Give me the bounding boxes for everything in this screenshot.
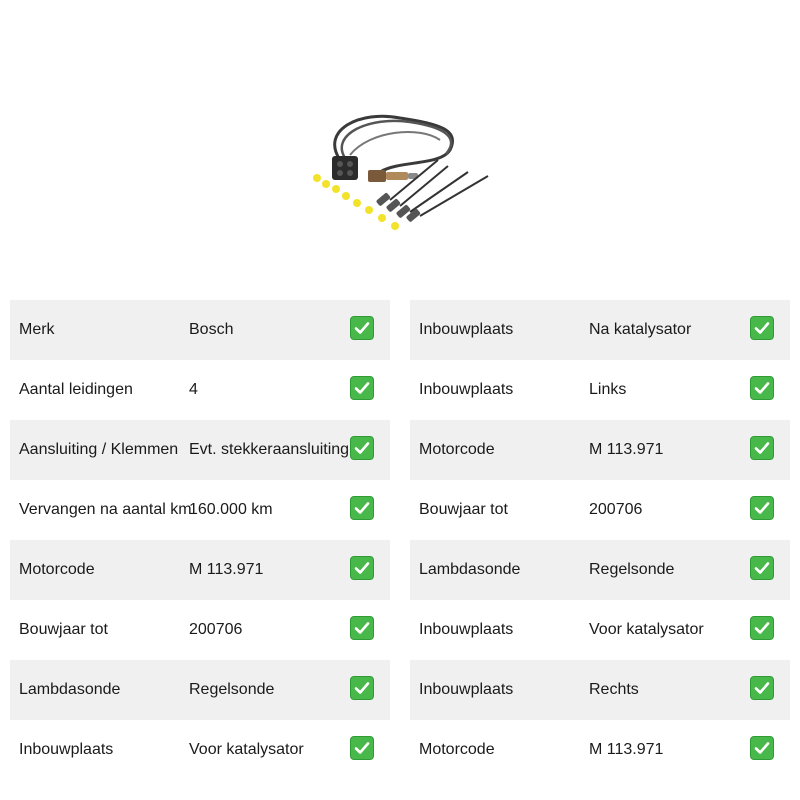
spec-label: Motorcode [419,441,495,458]
spec-value: M 113.971 [189,561,264,578]
check-mark-icon [750,676,774,700]
check-mark-icon [350,436,374,460]
spec-label: Inbouwplaats [419,321,514,338]
spec-row [410,420,790,480]
spec-row [10,300,390,360]
spec-label: Motorcode [19,561,95,578]
spec-value: M 113.971 [589,441,664,458]
spec-row [410,660,790,720]
check-mark-icon [750,316,774,340]
spec-label: Bouwjaar tot [19,621,108,638]
spec-value: 200706 [589,501,643,518]
check-mark-icon [750,556,774,580]
spec-value: Na katalysator [589,321,692,338]
spec-row [410,600,790,660]
spec-label: Motorcode [419,741,495,758]
spec-label: Aantal leidingen [19,381,133,398]
spec-row [410,720,790,780]
check-mark-icon [350,376,374,400]
spec-row [410,480,790,540]
spec-label: Merk [19,321,55,338]
product-image [300,100,500,240]
spec-row [10,660,390,720]
spec-label: Inbouwplaats [19,741,114,758]
check-mark-icon [350,556,374,580]
spec-value: Voor katalysator [589,621,704,638]
check-mark-icon [350,676,374,700]
spec-label: Lambdasonde [19,681,121,698]
spec-value: Evt. stekkeraansluiting [189,441,350,458]
spec-label: Inbouwplaats [419,681,514,698]
spec-row [10,420,390,480]
check-mark-icon [350,736,374,760]
spec-row [10,360,390,420]
spec-value: Rechts [589,681,639,698]
check-mark-icon [750,616,774,640]
spec-value: Links [589,381,627,398]
spec-row [10,600,390,660]
spec-value: Regelsonde [589,561,675,578]
check-mark-icon [750,376,774,400]
spec-row [10,480,390,540]
check-mark-icon [350,616,374,640]
spec-label: Bouwjaar tot [419,501,508,518]
check-mark-icon [750,496,774,520]
spec-label: Aansluiting / Klemmen [19,441,179,458]
spec-label: Lambdasonde [419,561,521,578]
spec-value: M 113.971 [589,741,664,758]
spec-value: 200706 [189,621,243,638]
spec-label: Vervangen na aantal km [19,501,192,518]
spec-table-left [10,300,390,780]
spec-value: Bosch [189,321,234,338]
spec-value: 4 [189,381,198,398]
spec-table-right [410,300,790,780]
check-mark-icon [750,736,774,760]
check-mark-icon [350,316,374,340]
check-mark-icon [750,436,774,460]
spec-label: Inbouwplaats [419,381,514,398]
spec-value: Voor katalysator [189,741,304,758]
spec-row [10,720,390,780]
spec-row [410,360,790,420]
spec-row [410,300,790,360]
spec-label: Inbouwplaats [419,621,514,638]
spec-value: 160.000 km [189,501,273,518]
spec-row [410,540,790,600]
check-mark-icon [350,496,374,520]
spec-value: Regelsonde [189,681,275,698]
spec-row [10,540,390,600]
